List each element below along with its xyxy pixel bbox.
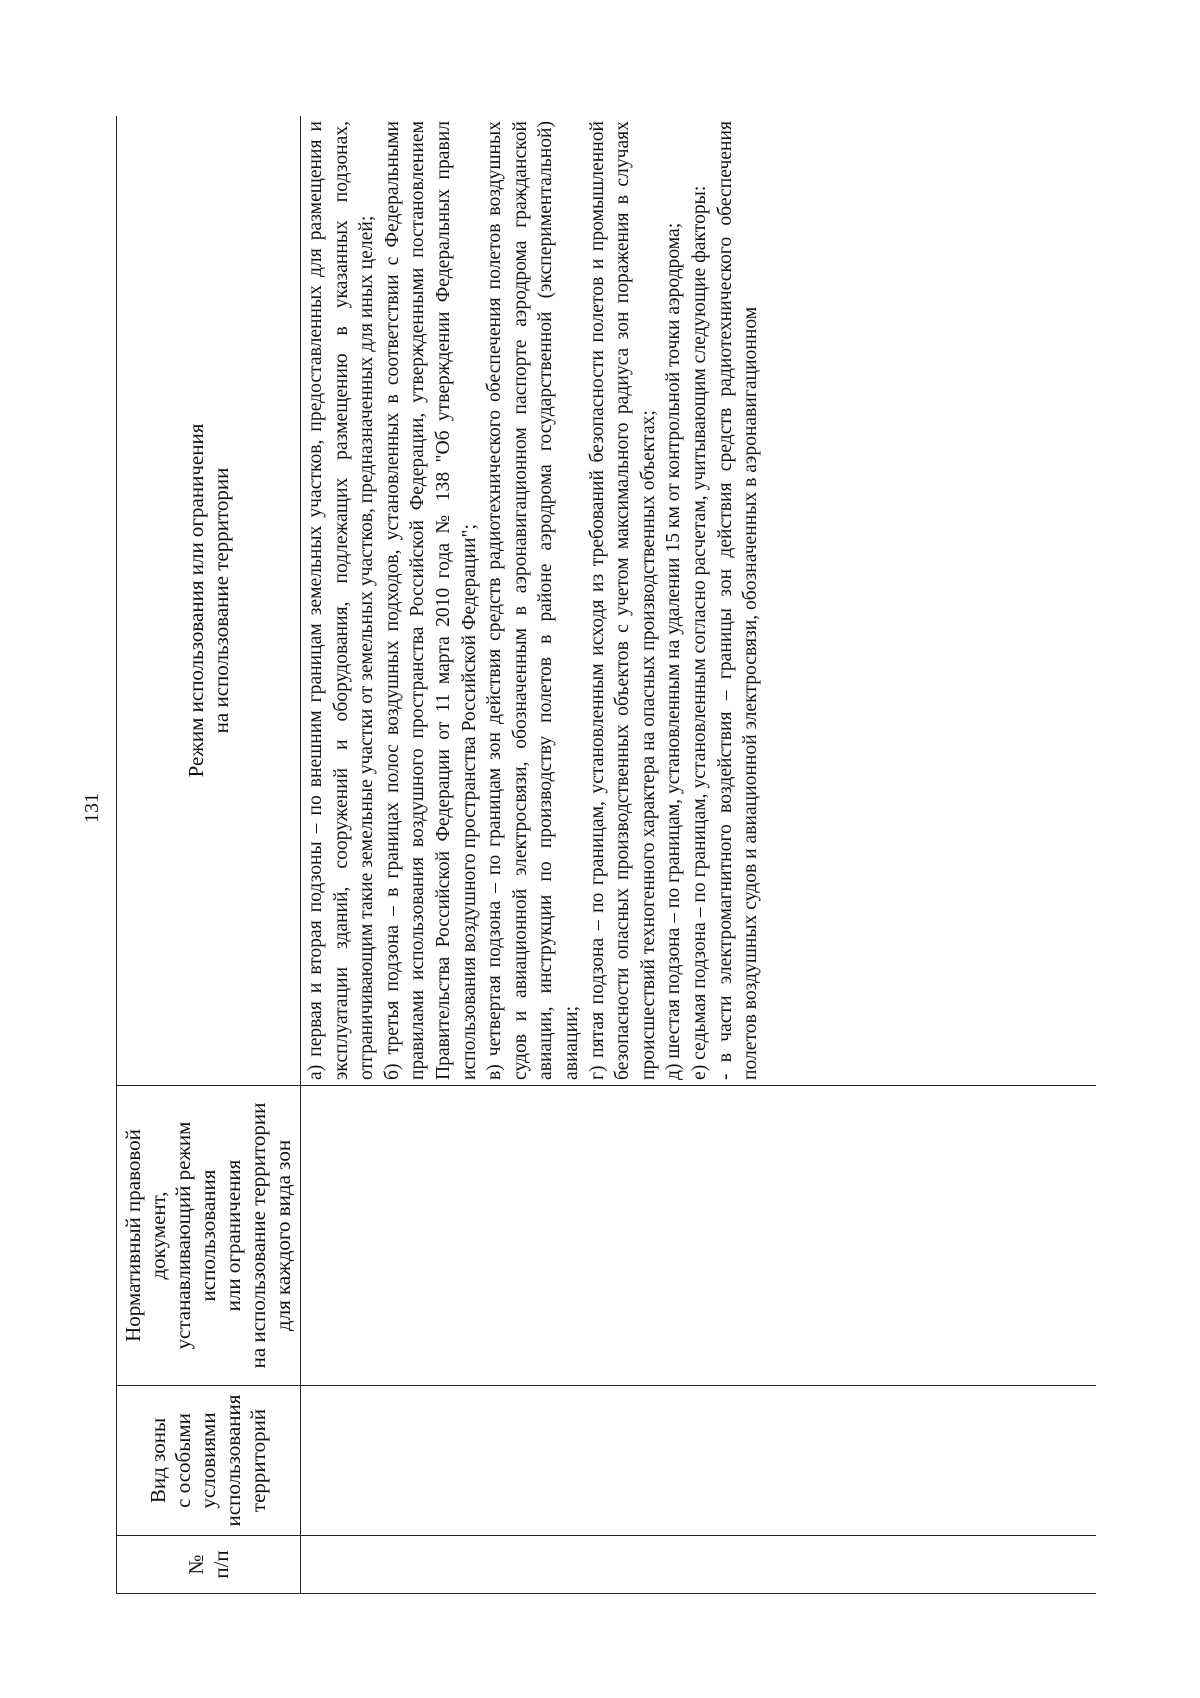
header-zone-type-text: Вид зоны с особыми условиями использования территорий xyxy=(146,1394,270,1527)
cell-zone-type xyxy=(301,1386,1097,1536)
regime-paragraph-g: г) пятая подзона – по границам, установленным исходя из требований безопасности полетов и промышленной безопасности опасных производственных объектов с учетом максимального радиуса зон поражения в случаях происшествий техногенного характера на опасных производственных объектах; xyxy=(586,121,659,1080)
rotated-page-content xyxy=(116,116,1096,1594)
table-header-row xyxy=(117,116,301,1594)
regime-paragraph-e: е) седьмая подзона – по границам, установленным согласно расчетам, учитывающим следующие факторы: xyxy=(688,185,710,1080)
zones-regime-table xyxy=(116,116,1096,1594)
header-num-text: № п/п xyxy=(183,1550,233,1579)
header-zone-type xyxy=(117,1386,301,1536)
landscape-table-container xyxy=(116,116,1096,1594)
table-row xyxy=(301,116,1097,1594)
header-num xyxy=(117,1536,301,1594)
cell-normative-doc xyxy=(301,1086,1097,1386)
header-normative-doc-text: Нормативный правовой документ, устанавливающий режим использования или ограничения на использование территории для каждого вида зон xyxy=(121,1102,295,1369)
cell-regime xyxy=(301,116,1097,1086)
header-regime-text: Режим использования или ограничения на использование территории xyxy=(183,423,233,778)
cell-num xyxy=(301,1536,1097,1594)
page-number: 131 xyxy=(81,793,103,823)
regime-paragraph-v: в) четвертая подзона – по границам зон действия средств радиотехнического обеспечения полетов воздушных судов и авиационной электросвязи, обозначенным в аэронавигационном паспорте аэродрома гражданской авиации, инструкции по производству полетов в районе аэродрома государственной (экспериментальной) авиации; xyxy=(484,121,582,1080)
regime-paragraph-a: а) первая и вторая подзоны – по внешним границам земельных участков, предоставленных для размещения и эксплуатации зданий, сооружений и оборудования, подлежащих размещению в указанных подзонах, отграничивающим такие земельные участки от земельных участков, предназначенных для иных целей; xyxy=(305,121,378,1080)
regime-paragraph-d: д) шестая подзона – по границам, установленным на удалении 15 км от контрольной точки аэродрома; xyxy=(663,222,685,1080)
header-regime xyxy=(117,116,301,1086)
header-normative-doc xyxy=(117,1086,301,1386)
regime-paragraph-b: б) третья подзона – в границах полос воздушных подходов, установленных в соответствии с Федеральными правилами использования воздушного пространства Российской Федерации, утвержденными постановлением Правительства Российской Федерации от 11 марта 2010 года № 138 "Об утверждении Федеральных правил использования воздушного пространства Российской Федерации"; xyxy=(381,121,480,1080)
regime-paragraph-e-item: - в части электромагнитного воздействия – границы зон действия средств радиотехнического обеспечения полетов воздушных судов и авиационной электросвязи, обозначенных в аэронавигационном xyxy=(714,121,762,1080)
